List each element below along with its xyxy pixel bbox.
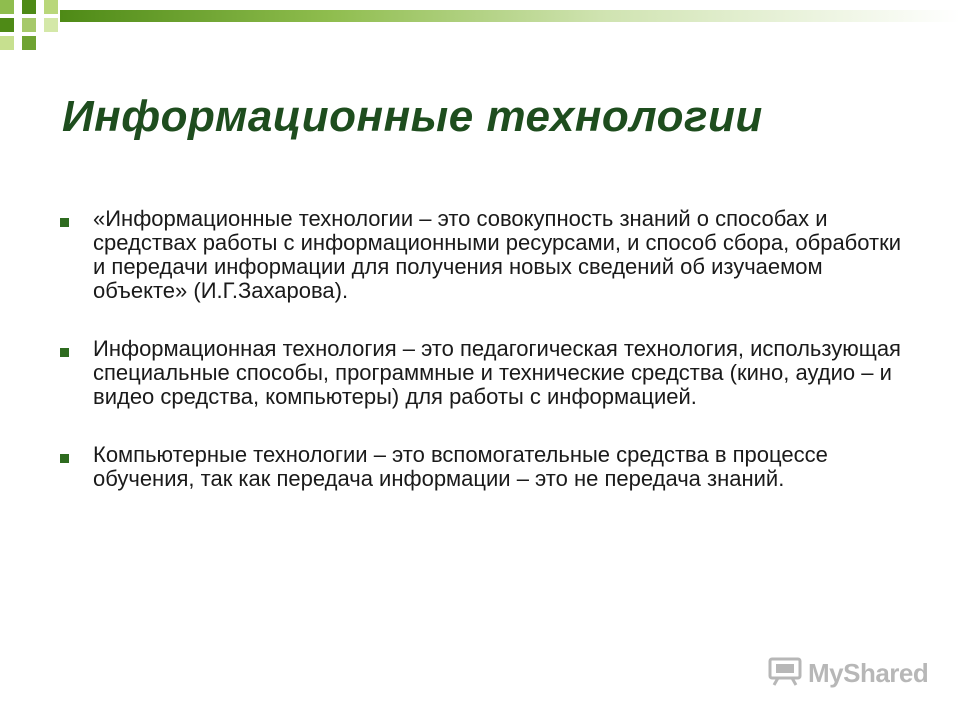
watermark-text: MyShared xyxy=(808,658,929,688)
bullet-text: Информационная технология – это педагогическая технология, использующая специальные способы, программные и технические средства (кино, аудио – и видео средства, компьютеры) для работы с информацией. xyxy=(93,336,901,409)
slide-title: Информационные технологии xyxy=(62,92,763,141)
corner-square xyxy=(44,0,58,14)
bullet-text: Компьютерные технологии – это вспомогательные средства в процессе обучения, так как передача информации – это не передача знаний. xyxy=(93,442,828,491)
list-item xyxy=(60,443,910,491)
corner-square xyxy=(0,18,14,32)
corner-square xyxy=(22,0,36,14)
bullet-list xyxy=(60,207,910,525)
corner-square xyxy=(0,36,14,50)
corner-square xyxy=(22,36,36,50)
corner-square xyxy=(0,0,14,14)
square-bullet-icon xyxy=(60,348,69,357)
corner-square xyxy=(22,18,36,32)
watermark xyxy=(768,656,928,691)
list-item xyxy=(60,337,910,409)
square-bullet-icon xyxy=(60,218,69,227)
list-item xyxy=(60,207,910,303)
presentation-screen-icon xyxy=(768,656,802,691)
bullet-text: «Информационные технологии – это совокупность знаний о способах и средствах работы с информационными ресурсами, и способ сбора, обработки и передачи информации для получения новых сведений об изучаемом объекте» (И.Г.Захарова). xyxy=(93,206,902,303)
corner-square xyxy=(44,18,58,32)
square-bullet-icon xyxy=(60,454,69,463)
header-gradient-bar xyxy=(60,10,960,22)
